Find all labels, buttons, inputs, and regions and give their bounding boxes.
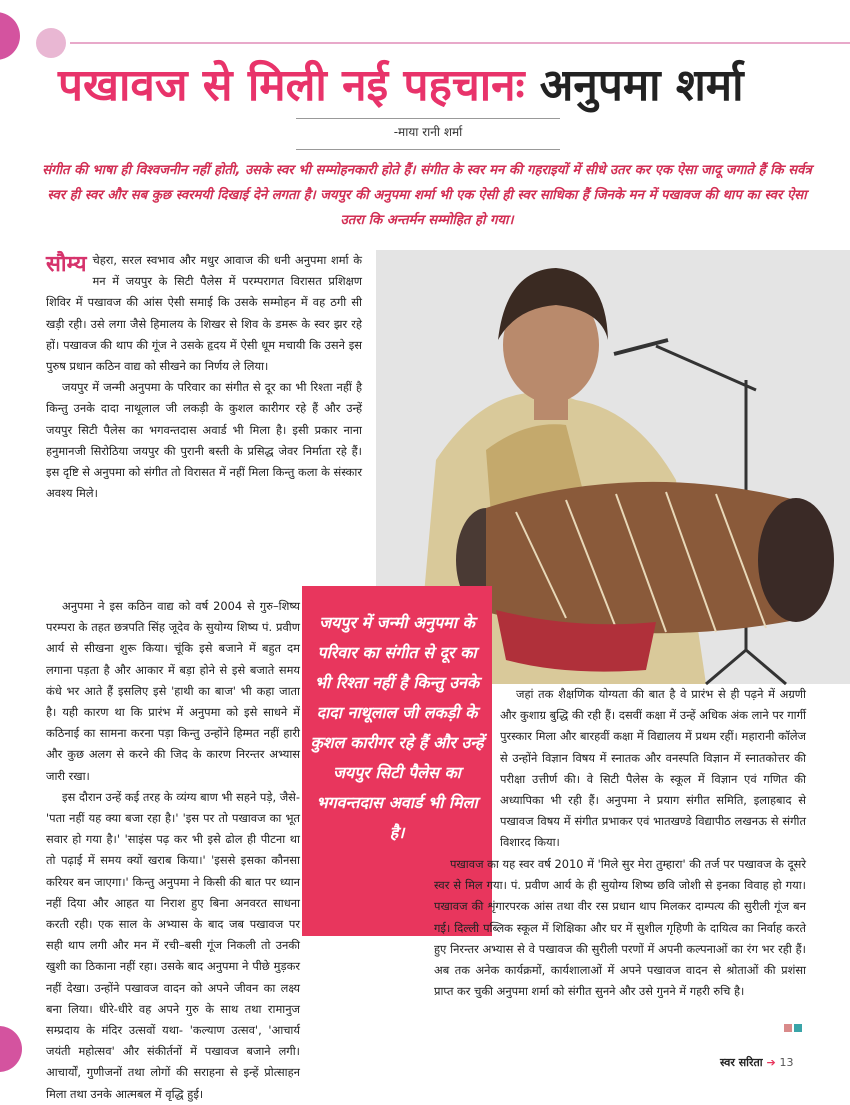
- right-column: [500, 684, 806, 854]
- paragraph-5: जहां तक शैक्षणिक योग्यता की बात है वे प्रारंभ से ही पढ़ने में अग्रणी और कुशाग्र बुद्धि की रही हैं। दसवीं कक्षा में उन्हें अधिक अंक लाने पर गार्गी पुरस्कार मिला और बारहवीं कक्षा में विद्यालय में प्रथम रहीं। महारानी कॉलेज से उन्होंने विज्ञान विषय में स्नातक और वनस्पति विज्ञान में स्नातकोत्तर की परीक्षा उत्तीर्ण की। वे सिटी पैलेस के स्कूल में विज्ञान एवं गणित की अध्यापिका भी रही हैं। अनुपमा ने प्रयाग संगीत समिति, इलाहबाद से पखावज विषय में संगीत प्रभाकर एवं भातखण्डे विद्यापीठ लखनऊ से संगीत विशारद किया।: [500, 687, 806, 850]
- page-number: 13: [779, 1056, 794, 1069]
- left-column-lower: [46, 596, 300, 1101]
- header-rule: [70, 42, 850, 44]
- right-column-lower: [434, 854, 806, 1034]
- paragraph-6: पखावज का यह स्वर वर्ष 2010 में 'मिले सुर मेरा तुम्हारा' की तर्ज पर पखावज के दूसरे स्वर से मिल गया। पं. प्रवीण आर्य के ही सुयोग्य शिष्य छवि जोशी से इनका विवाह हो गया। पखावज की शृंगारपरक आंस तथा वीर रस प्रधान थाप मिलकर दाम्पत्य की सुरीली गूंज बन गई। दिल्ली पब्लिक स्कूल में शिक्षिका और घर में सुशील गृहिणी के दायित्व का निर्वाह करते हुए निरन्तर अभ्यास से वे पखावज की सुरीली परणों में अपनी कल्पनाओं का रंग भर रही हैं। अब तक अनेक कार्यक्रमों, कार्यशालाओं में अपने पखावज वादन से श्रोताओं की प्रशंसा प्राप्त कर चुकी अनुपमा शर्मा को संगीत सुनने और उसे गुनने में गहरी रुचि है।: [434, 857, 806, 999]
- paragraph-1: चेहरा, सरल स्वभाव और मधुर आवाज की धनी अनुपमा शर्मा के मन में जयपुर के सिटी पैलेस में परम्परागत विरासत प्रशिक्षण शिविर में पखावज की आंस ऐसी समाई कि उसके सम्मोहन में वह ठगी सी खड़ी रही। उसे लगा जैसे हिमालय के शिखर से शिव के डमरू के स्वर झर रहे हों। पखावज की थाप की गूंज ने उसके हृदय में ऐसी धूम मचायी कि उसने इस पुरुष प्रधान कठिन वाद्य को सीखने का निर्णय ले लिया।: [46, 253, 362, 374]
- pull-quote: जयपुर में जन्मी अनुपमा के परिवार का संगीत से दूर का भी रिश्ता नहीं है किन्तु उनके दादा नाथूलाल जी लकड़ी के कुशल कारीगर रहे हैं और उन्हें जयपुर सिटी पैलेस का भगवन्तदास अवार्ड भी मिला है।: [302, 586, 492, 936]
- magazine-name: स्वर सरिता: [720, 1056, 763, 1069]
- decorative-square-teal: [794, 1024, 802, 1032]
- article-title: [58, 54, 838, 118]
- paragraph-3: अनुपमा ने इस कठिन वाद्य को वर्ष 2004 से गुरु–शिष्य परम्परा के तहत छत्रपति सिंह जूदेव के सुयोग्य शिष्य पं. प्रवीण आर्य से सीखना शुरू किया। चूंकि इसे बजाने में बहुत दम लगाना पड़ता है और आकार में बड़ा होने से इसे बजाते समय कंधे भर आते हैं इसलिए इसे 'हाथी का बाज' भी कहा जाता है। यही कारण था कि प्रारंभ में अनुपमा को इसे साधने में कठिनाई का सामना करना पड़ा किन्तु उन्होंने हिम्मत नहीं हारी और कुछ अलग से करने की जिद के कारण निरन्तर अभ्यास जारी रखा।: [46, 599, 300, 783]
- left-column-top: [46, 250, 362, 596]
- title-red-part: पखावज से मिली नई पहचानः: [58, 60, 525, 111]
- intro-paragraph: संगीत की भाषा ही विश्वजनीन नहीं होती, उसके स्वर भी सम्मोहनकारी होते हैं। संगीत के स्वर मन की गहराइयों में सीधे उतर कर एक ऐसा जादू जगाते हैं कि सर्वत्र स्वर ही स्वर और सब कुछ स्वरमयी दिखाई देने लगता है। जयपुर की अनुपमा शर्मा भी एक ऐसी ही स्वर साधिका हैं जिनके मन में पखावज की थाप का स्वर ऐसा उतरा कि अन्तर्मन सम्मोहित हो गया।: [42, 163, 812, 228]
- paragraph-4: इस दौरान उन्हें कई तरह के व्यंग्य बाण भी सहने पड़े, जैसे-'पता नहीं यह क्या बजा रहा है।' 'इस पर तो पखावज का भूत सवार हो गया है।' 'साइंस पढ़ कर भी इसे ढोल ही पीटना था तो पढ़ाई में समय क्यों खराब किया।' 'इससे इसका कौनसा करियर बन जाएगा।' किन्तु अनुपमा ने किसी की बात पर ध्यान नहीं दिया और आहत या निराश हुए बिना अनवरत साधना करती रही। एक साल के अभ्यास के बाद जब पखावज पर सही थाप लगी और मन में रची–बसी गूंज निकली तो उनकी खुशी का ठिकाना नहीं रहा। उसके बाद अनुपमा ने पीछे मुड़कर नहीं देखा। उन्होंने पखावज वादन को अपने जीवन का लक्ष्य बना लिया। धीरे-धीरे वह अपने गुरु के साथ तथा रामानुज सम्प्रदाय के मंदिर उत्सवों यथा- 'कल्याण उत्सव', 'आचार्य जयंती महोत्सव' और संकीर्तनों में पखावज बजाने लगी। आचार्यों, गुणीजनों तथा लोगों की सराहना से इन्हें प्रोत्साहन मिला तथा उनके आत्मबल में वृद्धि हुई।: [46, 789, 300, 1101]
- byline: -माया रानी शर्मा: [393, 125, 463, 139]
- arrow-icon: ➔: [766, 1056, 776, 1069]
- page-footer: [720, 1055, 794, 1070]
- decorative-dot-bottom: [0, 1026, 22, 1072]
- title-name-part: अनुपमा शर्मा: [539, 60, 744, 111]
- decorative-square-rose: [784, 1024, 792, 1032]
- dropcap-word: सौम्य: [46, 252, 87, 277]
- paragraph-2: जयपुर में जन्मी अनुपमा के परिवार का संगीत से दूर का भी रिश्ता नहीं है किन्तु उनके दादा नाथूलाल जी लकड़ी के कुशल कारीगर रहे हैं और उन्हें जयपुर सिटी पैलेस का भगवन्तदास अवार्ड भी मिला है। इसी प्रकार नाना हनुमानजी सिरोठिया जयपुर की पुरानी बस्ती के प्रसिद्ध जेवर निर्माता रहे हैं। इस दृष्टि से अनुपमा को संगीत तो विरासत में नहीं मिला किन्तु कला के संस्कार अवश्य मिले।: [46, 380, 362, 501]
- decorative-dot-top: [0, 12, 20, 60]
